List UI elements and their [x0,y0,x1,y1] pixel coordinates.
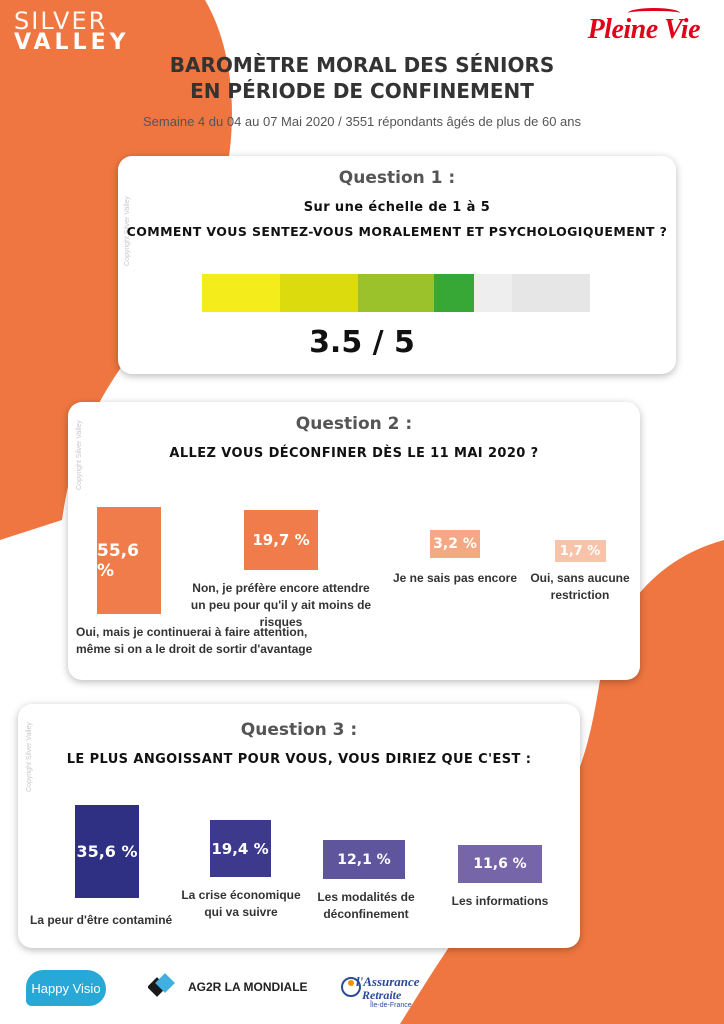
question-3-title: Question 3 : [240,720,358,740]
gauge-segment [474,274,512,312]
assurance-retraite-line1: l'Assurance [356,974,420,989]
page-subtitle: Semaine 4 du 04 au 07 Mai 2020 / 3551 répondants âgés de plus de 60 ans [143,114,581,129]
data-bar [555,540,606,562]
copyright-watermark: Copyright Silver Valley [124,196,131,266]
category-label: Les modalités de déconfinement [317,890,415,921]
ag2r-logo [148,972,308,1002]
data-bar [210,820,271,877]
page-title-line1: BAROMÈTRE MORAL DES SÉNIORS [169,53,555,77]
assurance-retraite-logo [340,972,430,1016]
brand-line1: SILVER [14,7,108,35]
happy-visio-text: Happy Visio [31,980,101,996]
data-bar [75,805,139,898]
data-bar [458,845,542,883]
ag2r-text: AG2R LA MONDIALE [188,980,308,994]
copyright-watermark: Copyright Silver Valley [26,722,33,792]
data-label: 55,6 % [97,540,139,581]
category-label: Les informations [451,894,549,908]
ag2r-mark-icon [148,972,178,1002]
category-label: Non, je préfère encore attendre un peu pour qu'il y ait moins de risques [190,581,372,629]
question-3-text: LE PLUS ANGOISSANT POUR VOUS, VOUS DIRIEZ QUE C'EST : [66,752,532,767]
brand-line2: VALLEY [14,29,130,55]
data-bar [97,507,161,614]
category-label: Oui, mais je continuerai à faire attention, même si on a le droit de sortir d'avantage [76,625,313,656]
gauge-segment [434,274,474,312]
data-label: 12,1 % [337,851,391,868]
question-2-title: Question 2 : [295,414,413,434]
data-bar [244,510,318,570]
question-1-line1: Sur une échelle de 1 à 5 [303,200,491,215]
category-label: La crise économique qui va suivre [181,888,301,919]
category-label: La peur d'être contaminé [30,913,173,927]
question-1-line2: COMMENT VOUS SENTEZ-VOUS MORALEMENT ET PSYCHOLOGIQUEMENT ? [126,224,668,239]
pleine-vie-logo [588,14,700,46]
category-label: Oui, sans aucune restriction [530,571,630,602]
data-label: 19,4 % [211,839,269,858]
gauge-segment [358,274,434,312]
morale-score: 3.5 / 5 [309,325,415,360]
happy-visio-logo [26,970,106,1006]
gauge-segment [202,274,280,312]
gauge-segment [512,274,590,312]
copyright-watermark: Copyright Silver Valley [76,420,83,490]
morale-gauge [202,274,590,312]
data-bar [323,840,405,879]
assurance-retraite-line2: Retraite [362,988,402,1002]
question-1-title: Question 1 : [338,168,456,188]
gauge-segment [280,274,358,312]
page-title-line2: EN PÉRIODE DE CONFINEMENT [190,79,534,103]
question-2-text: ALLEZ VOUS DÉCONFINER DÈS LE 11 MAI 2020 ? [169,446,539,461]
data-label: 19,7 % [252,531,310,549]
data-label: 1,7 % [559,543,601,559]
data-label: 3,2 % [433,536,477,552]
data-label: 11,6 % [473,856,527,872]
assurance-retraite-line3: Île-de-France [370,1002,412,1009]
silver-valley-logo [14,7,130,55]
data-bar [430,530,480,558]
data-label: 35,6 % [76,842,138,861]
category-label: Je ne sais pas encore [392,571,518,585]
partner-name: Pleine Vie [587,14,700,45]
